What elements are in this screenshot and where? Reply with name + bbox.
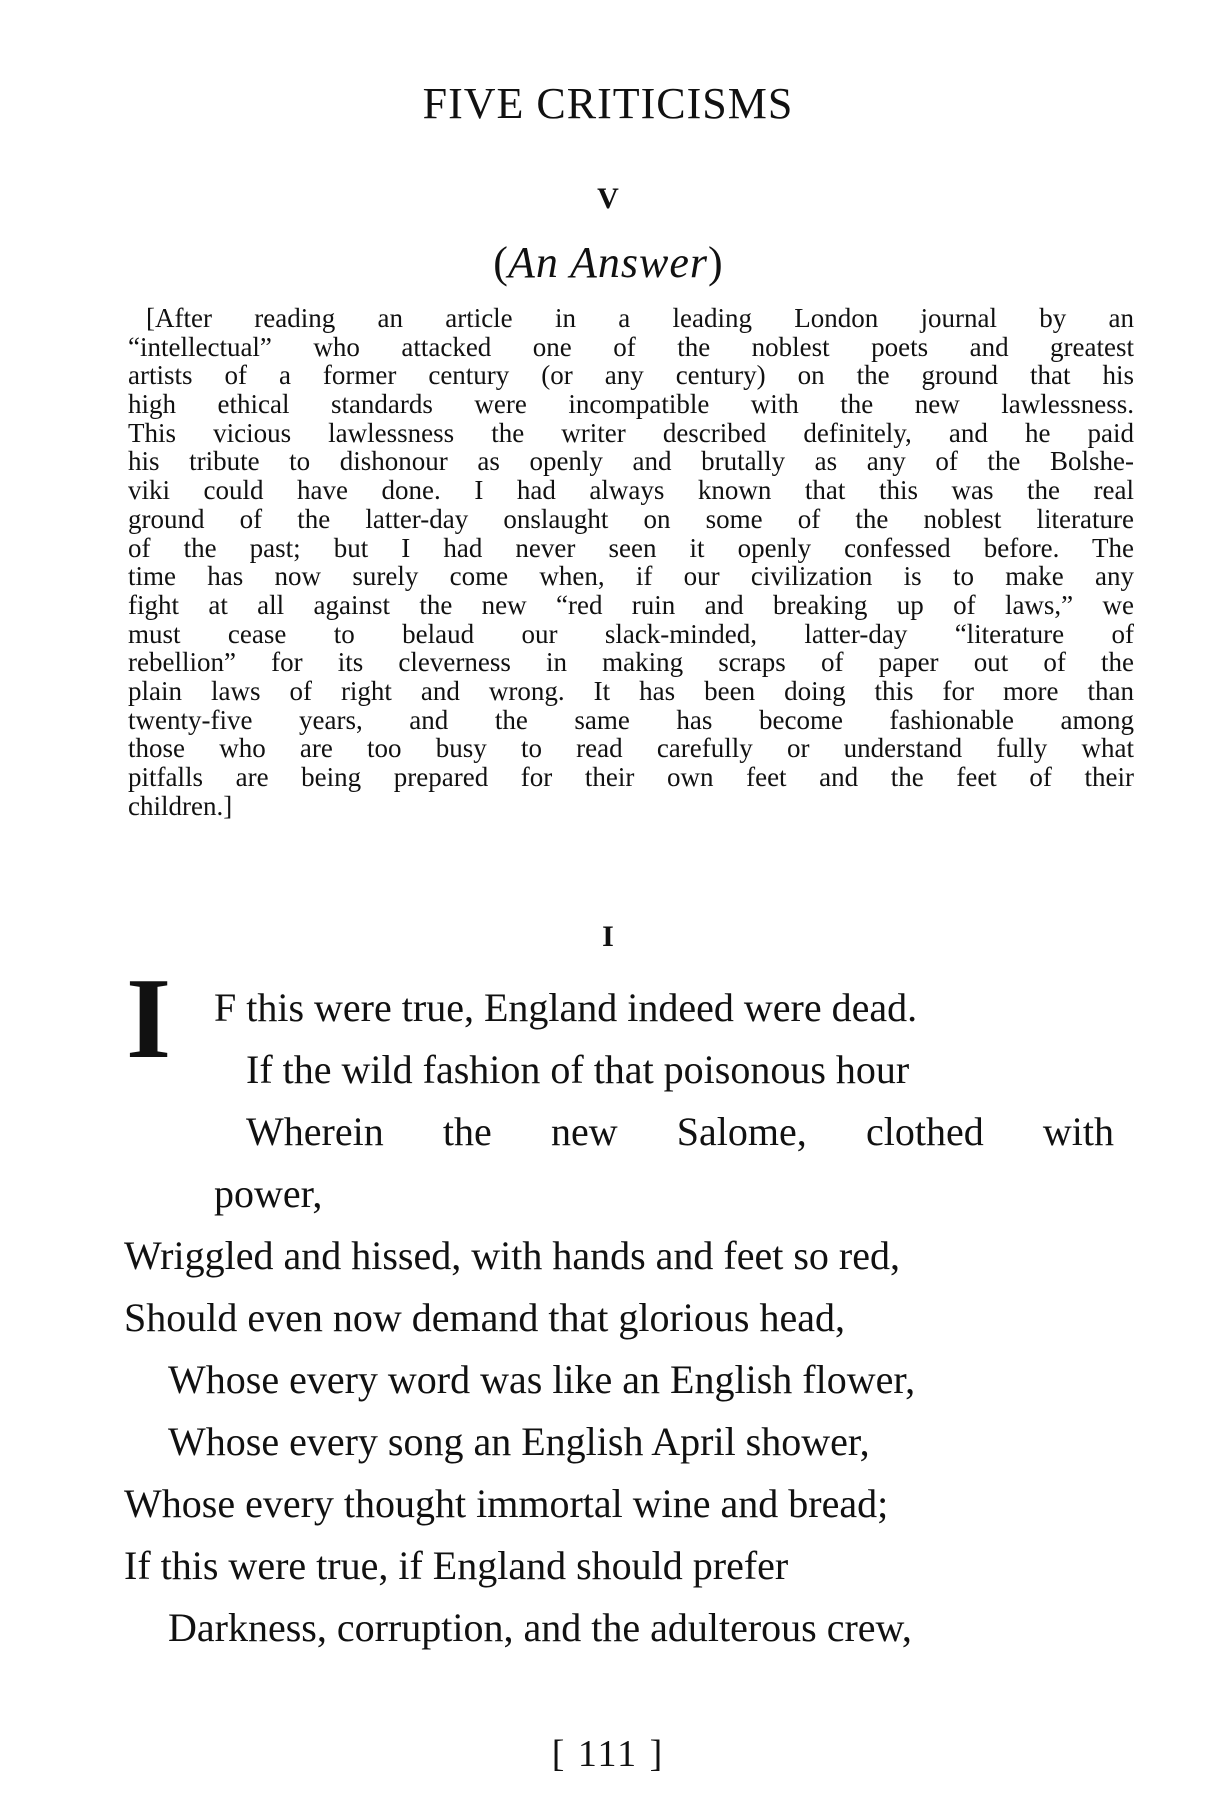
note-line: plain laws of right and wrong. It has been doing this for more than — [128, 675, 1134, 706]
editorial-note — [128, 304, 1134, 820]
verse-line: power, — [214, 1171, 323, 1216]
note-line: pitfalls are being prepared for their own feet and the feet of their — [128, 762, 1134, 792]
note-line: of the past; but I had never seen it openly confessed before. The — [128, 532, 1134, 563]
note-line: “intellectual” who attacked one of the noblest poets and greatest — [128, 331, 1134, 362]
verse-line: Should even now demand that glorious head, — [124, 1295, 845, 1340]
verse-line: Whose every word was like an English flower, — [168, 1357, 916, 1402]
subtitle-open-paren: ( — [493, 238, 508, 287]
running-head: FIVE CRITICISMS — [422, 79, 794, 128]
drop-cap: I — [126, 955, 172, 1083]
note-line: those who are too busy to read carefully or understand fully what — [128, 733, 1134, 764]
section-numeral: V — [597, 182, 619, 215]
verse-line: F this were true, England indeed were dead. — [214, 985, 918, 1030]
note-line: This vicious lawlessness the writer described definitely, and he paid — [128, 417, 1134, 448]
note-line: rebellion” for its cleverness in making scraps of paper out of the — [128, 647, 1134, 678]
verse-line: Wriggled and hissed, with hands and feet so red, — [124, 1233, 900, 1278]
verse-line: If the wild fashion of that poisonous hour — [246, 1047, 910, 1092]
subtitle-text: An Answer — [507, 238, 709, 287]
note-line: his tribute to dishonour as openly and brutally as any of the Bolshe- — [128, 446, 1134, 477]
note-line: viki could have done. I had always known that this was the real — [128, 475, 1134, 506]
part-numeral: I — [602, 920, 614, 953]
note-line: [After reading an article in a leading London journal by an — [146, 303, 1134, 333]
note-line: high ethical standards were incompatible with the new lawlessness. — [128, 389, 1134, 420]
note-line: twenty-five years, and the same has become fashionable among — [128, 704, 1134, 735]
subtitle-close-paren: ) — [708, 238, 723, 287]
note-line: fight at all against the new “red ruin and breaking up of laws,” we — [128, 589, 1134, 620]
verse-line: Whose every thought immortal wine and bread; — [124, 1481, 889, 1526]
page-number: [ 111 ] — [551, 1733, 665, 1775]
note-line: time has now surely come when, if our civilization is to make any — [128, 561, 1134, 592]
verse-line: Wherein the new Salome, clothed with — [246, 1109, 1114, 1154]
subtitle — [0, 237, 1216, 288]
verse-line: Whose every song an English April shower, — [168, 1419, 870, 1464]
verse-line: If this were true, if England should prefer — [124, 1543, 789, 1588]
note-line: must cease to belaud our slack-minded, latter-day “literature of — [128, 618, 1134, 649]
note-line: artists of a former century (or any century) on the ground that his — [128, 360, 1134, 391]
note-line: children.] — [128, 790, 233, 821]
note-line: ground of the latter-day onslaught on some of the noblest literature — [128, 503, 1134, 534]
verse-line: Darkness, corruption, and the adulterous crew, — [168, 1605, 912, 1650]
